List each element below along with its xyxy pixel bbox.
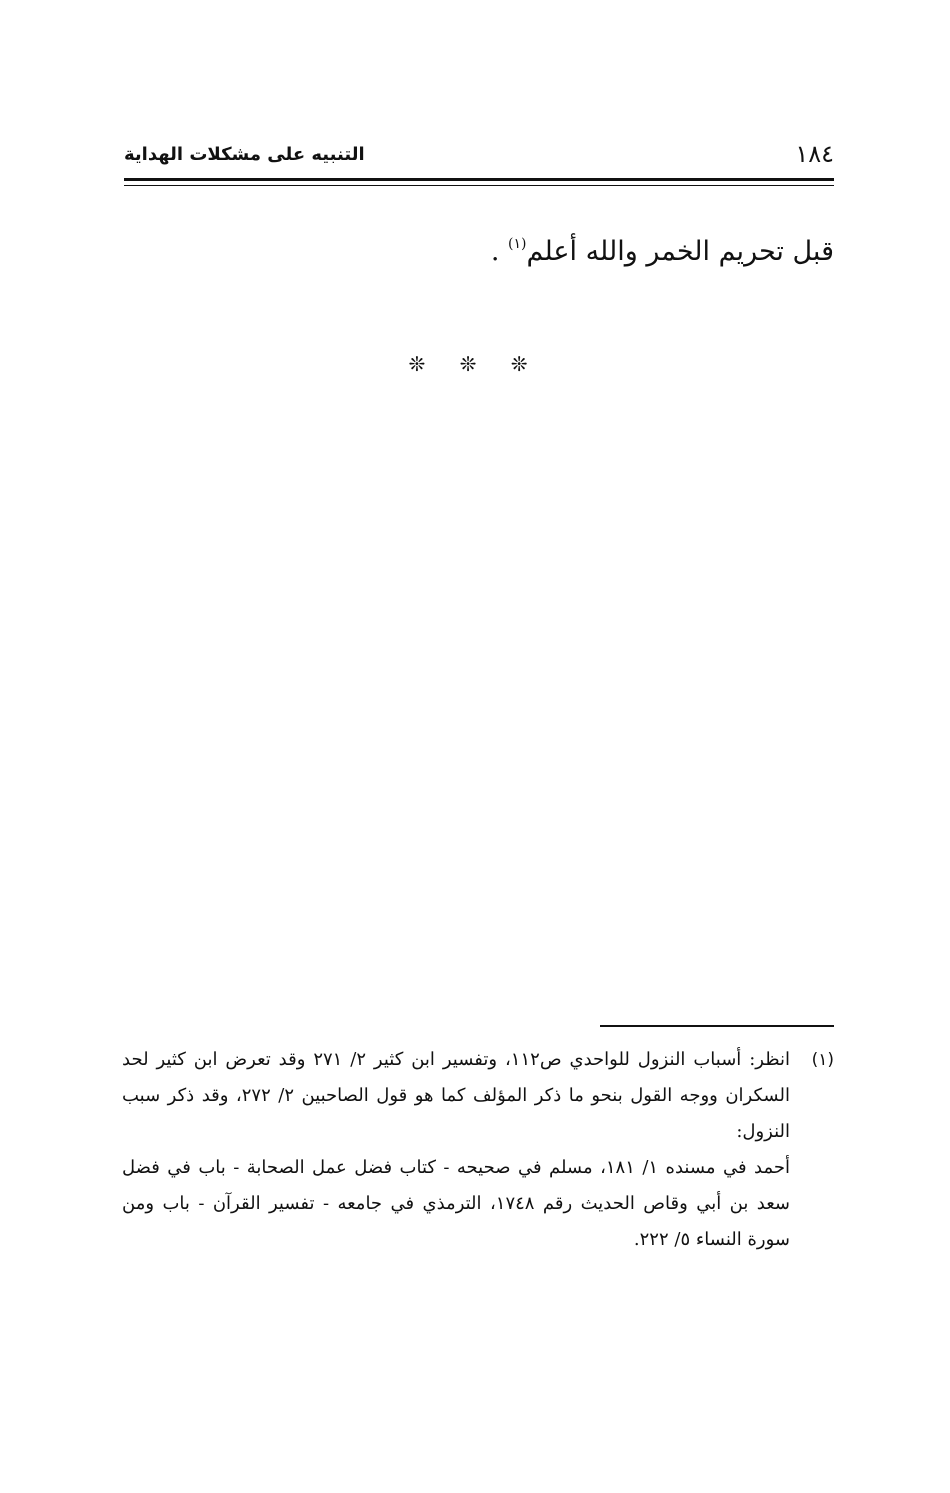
body-end-punctuation: . xyxy=(490,236,500,267)
body-text xyxy=(124,224,834,272)
footnote-rule xyxy=(600,1025,834,1027)
footnote-paragraph: أحمد في مسنده ١/ ١٨١، مسلم في صحيحه - كتاب فضل عمل الصحابة - باب في فضل سعد بن أبي وقاص الحديث رقم ١٧٤٨، الترمذي في جامعه - تفسير القرآن - باب ومن سورة النساء ٥/ ٢٢٢. xyxy=(122,1157,791,1250)
footnotes xyxy=(122,1042,834,1258)
header-rule-thick xyxy=(124,178,834,181)
running-header xyxy=(124,138,834,176)
section-separator: ❊ ❊ ❊ xyxy=(408,352,542,376)
footnote-marker: (١) xyxy=(811,1050,834,1070)
footnote-reference[interactable]: (١) xyxy=(508,236,527,252)
footnote-paragraph: انظر: أسباب النزول للواحدي ص١١٢، وتفسير ابن كثير ٢/ ٢٧١ وقد تعرض ابن كثير لحد السكران ووجه القول بنحو ما ذكر المؤلف كما هو قول الصاحبين ٢/ ٢٧٢، وقد ذكر سبب النزول: xyxy=(122,1049,790,1142)
footnote-body xyxy=(122,1042,790,1258)
running-title: التنبيه على مشكلات الهداية xyxy=(124,144,365,165)
footnote-item xyxy=(122,1042,834,1258)
page-number: ١٨٤ xyxy=(795,140,834,168)
body-sentence: قبل تحريم الخمر والله أعلم xyxy=(526,236,834,267)
header-rule-thin xyxy=(124,185,834,186)
